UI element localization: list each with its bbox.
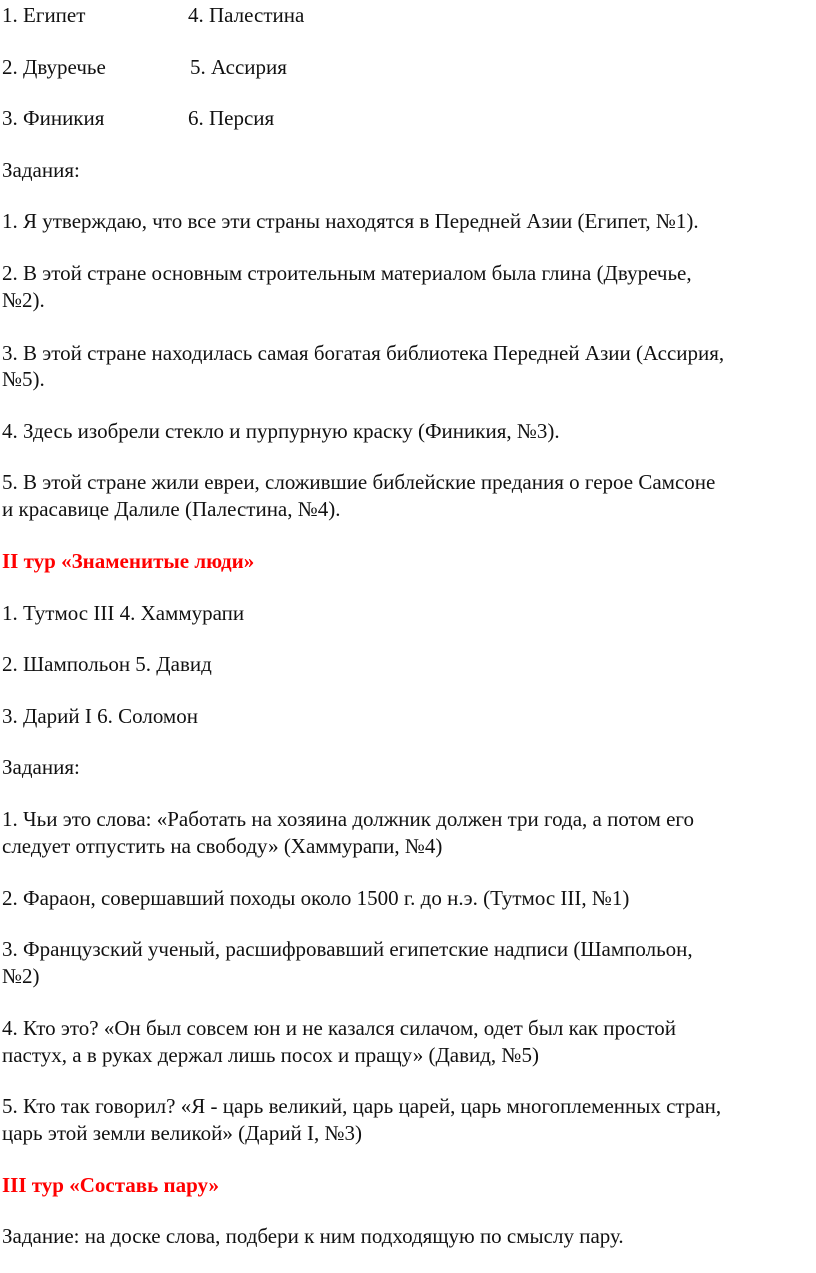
tasks-label-2: Задания: [2, 755, 80, 779]
country-row-2 [2, 54, 287, 80]
tour2-people-2: 2. Шампольон 5. Давид [2, 652, 212, 676]
tour1-task-2-line1: 2. В этой стране основным строительным материалом была глина (Двуречье, [2, 261, 692, 285]
tour2-task-2: 2. Фараон, совершавший походы около 1500 г. до н.э. (Тутмос III, №1) [2, 886, 630, 910]
country-row-3 [2, 105, 275, 131]
tasks-label-1: Задания: [2, 158, 80, 182]
tour1-task-3-line2: №5). [2, 367, 45, 391]
country-assyria: 5. Ассирия [190, 55, 287, 79]
tour2-task-1-line2: следует отпустить на свободу» (Хаммурапи, №4) [2, 834, 443, 858]
tour2-task-3-line2: №2) [2, 964, 40, 988]
tour1-task-5-line1: 5. В этой стране жили евреи, сложившие библейские предания о герое Самсоне [2, 470, 716, 494]
tour2-task-4-line2: пастух, а в руках держал лишь посох и пращу» (Давид, №5) [2, 1043, 539, 1067]
country-egypt: 1. Египет [2, 3, 86, 27]
tour2-task-4-line1: 4. Кто это? «Он был совсем юн и не казался силачом, одет был как простой [2, 1016, 676, 1040]
country-mesopotamia: 2. Двуречье [2, 55, 106, 79]
tour2-task-3-line1: 3. Французский ученый, расшифровавший египетские надписи (Шампольон, [2, 937, 693, 961]
tour2-people-1: 1. Тутмос III 4. Хаммурапи [2, 601, 245, 625]
tour1-task-4: 4. Здесь изобрели стекло и пурпурную краску (Финикия, №3). [2, 419, 560, 443]
tour3-heading: III тур «Составь пару» [2, 1173, 220, 1197]
tour2-task-1-line1: 1. Чьи это слова: «Работать на хозяина должник должен три года, а потом его [2, 807, 695, 831]
tour2-people-3: 3. Дарий I 6. Соломон [2, 704, 198, 728]
tour1-task-3-line1: 3. В этой стране находилась самая богатая библиотека Передней Азии (Ассирия, [2, 341, 725, 365]
country-phoenicia: 3. Финикия [2, 106, 105, 130]
tour1-task-2-line2: №2). [2, 288, 45, 312]
country-persia: 6. Персия [188, 106, 275, 130]
tour2-heading: II тур «Знаменитые люди» [2, 549, 255, 573]
tour1-task-5-line2: и красавице Далиле (Палестина, №4). [2, 497, 341, 521]
tour1-task-1: 1. Я утверждаю, что все эти страны находятся в Передней Азии (Египет, №1). [2, 209, 699, 233]
tour2-task-5-line2: царь этой земли великой» (Дарий I, №3) [2, 1121, 363, 1145]
tour3-task: Задание: на доске слова, подбери к ним подходящую по смыслу пару. [2, 1224, 624, 1248]
country-row-1 [2, 2, 305, 28]
country-palestine: 4. Палестина [188, 3, 305, 27]
tour2-task-5-line1: 5. Кто так говорил? «Я - царь великий, царь царей, царь многоплеменных стран, [2, 1094, 722, 1118]
